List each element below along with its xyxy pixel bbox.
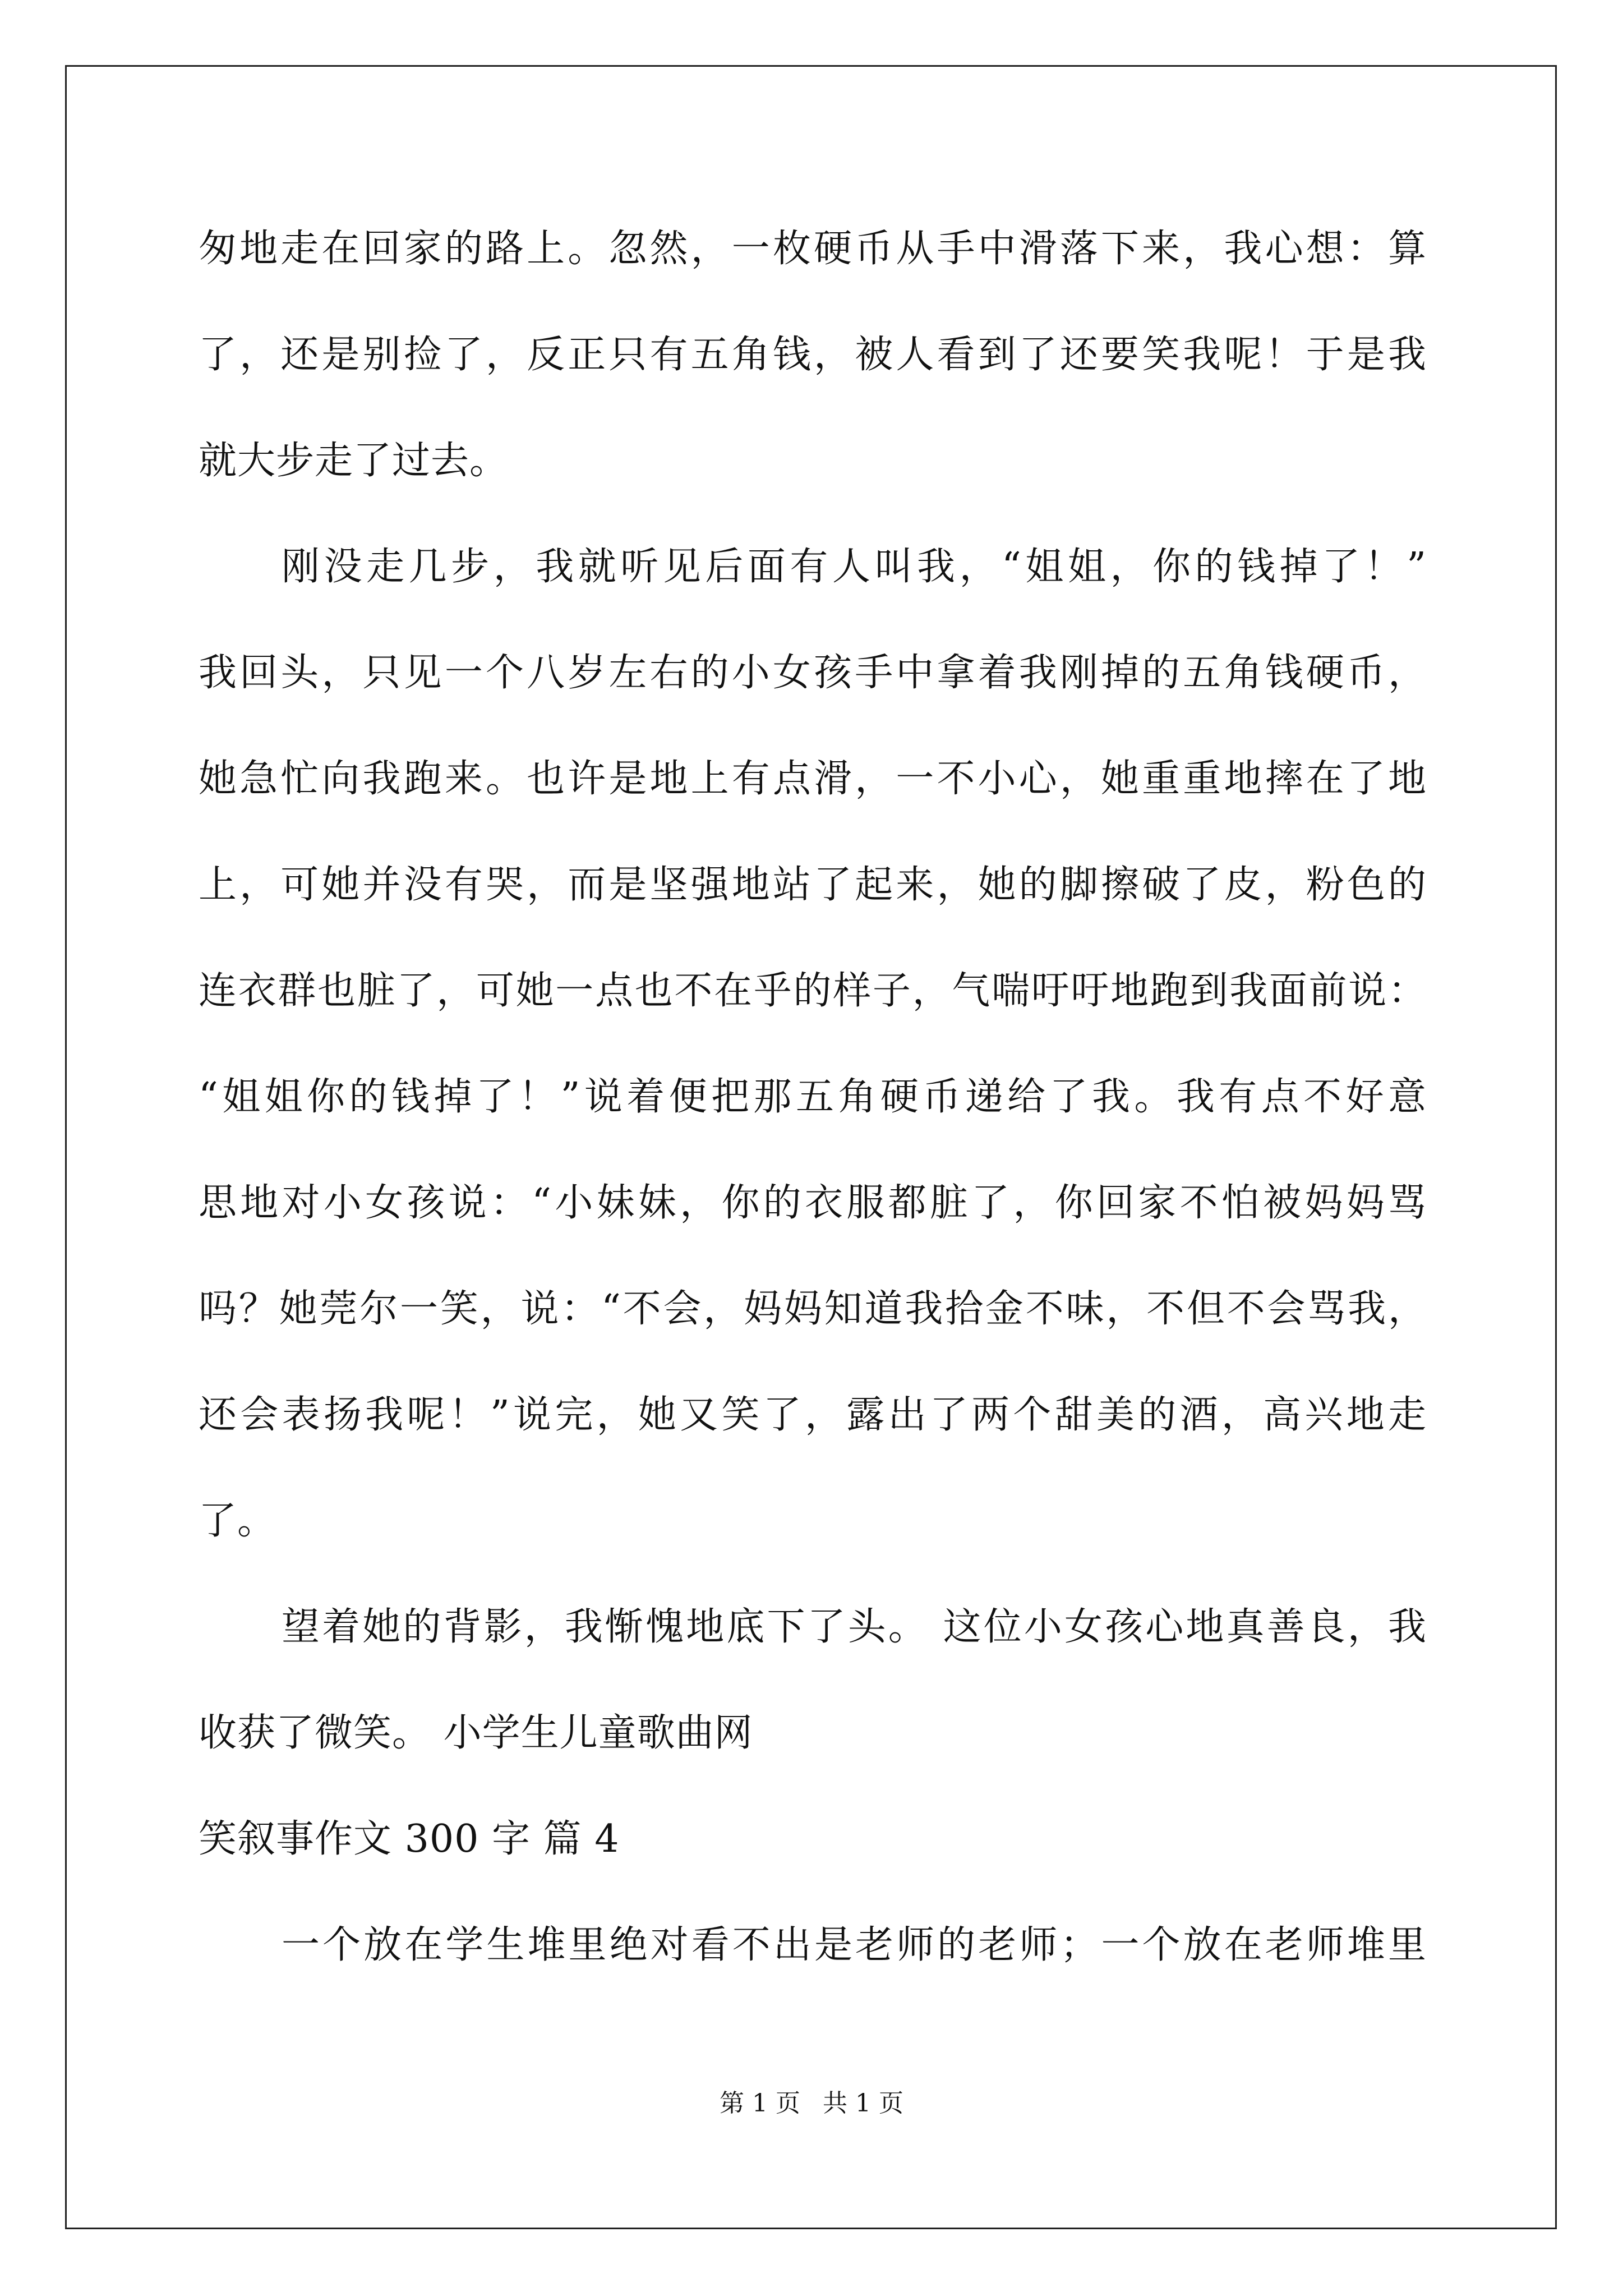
text-line: 思地对小女孩说：“小妹妹，你的衣服都脏了，你回家不怕被妈妈骂: [199, 1181, 1427, 1225]
page-number: 第 1 页: [720, 2089, 800, 2118]
text-line: 上，可她并没有哭，而是坚强地站了起来，她的脚擦破了皮，粉色的: [199, 863, 1427, 907]
page-footer: [0, 2087, 1623, 2120]
text-line: 就大步走了过去。: [199, 439, 509, 483]
text-line: “姐姐你的钱掉了！”说着便把那五角硬币递给了我。我有点不好意: [199, 1075, 1427, 1119]
text-line: 一个放在学生堆里绝对看不出是老师的老师；一个放在老师堆里: [282, 1923, 1427, 1967]
text-line: 还会表扬我呢！”说完，她又笑了，露出了两个甜美的酒，高兴地走: [199, 1393, 1427, 1437]
text-line: 吗？她莞尔一笑，说：“不会，妈妈知道我拾金不味，不但不会骂我，: [199, 1287, 1427, 1331]
text-line: 刚没走几步，我就听见后面有人叫我，“姐姐，你的钱掉了！”: [282, 545, 1427, 589]
text-line: 望着她的背影，我惭愧地底下了头。 这位小女孩心地真善良，我: [282, 1605, 1427, 1649]
text-line: 了。: [199, 1499, 276, 1543]
section-heading: 笑叙事作文 300 字 篇 4: [199, 1817, 620, 1861]
text-line: 我回头，只见一个八岁左右的小女孩手中拿着我刚掉的五角钱硬币，: [199, 651, 1427, 695]
text-line: 匆地走在回家的路上。忽然，一枚硬币从手中滑落下来，我心想：算: [199, 227, 1427, 271]
document-body: [199, 222, 1427, 2024]
text-line: 收获了微笑。 小学生儿童歌曲网: [199, 1711, 753, 1755]
text-line: 连衣群也脏了，可她一点也不在乎的样子，气喘吁吁地跑到我面前说：: [199, 969, 1427, 1013]
text-line: 她急忙向我跑来。也许是地上有点滑，一不小心，她重重地摔在了地: [199, 757, 1427, 801]
page-total: 共 1 页: [823, 2089, 903, 2118]
text-line: 了，还是别捡了，反正只有五角钱，被人看到了还要笑我呢！于是我: [199, 333, 1427, 377]
